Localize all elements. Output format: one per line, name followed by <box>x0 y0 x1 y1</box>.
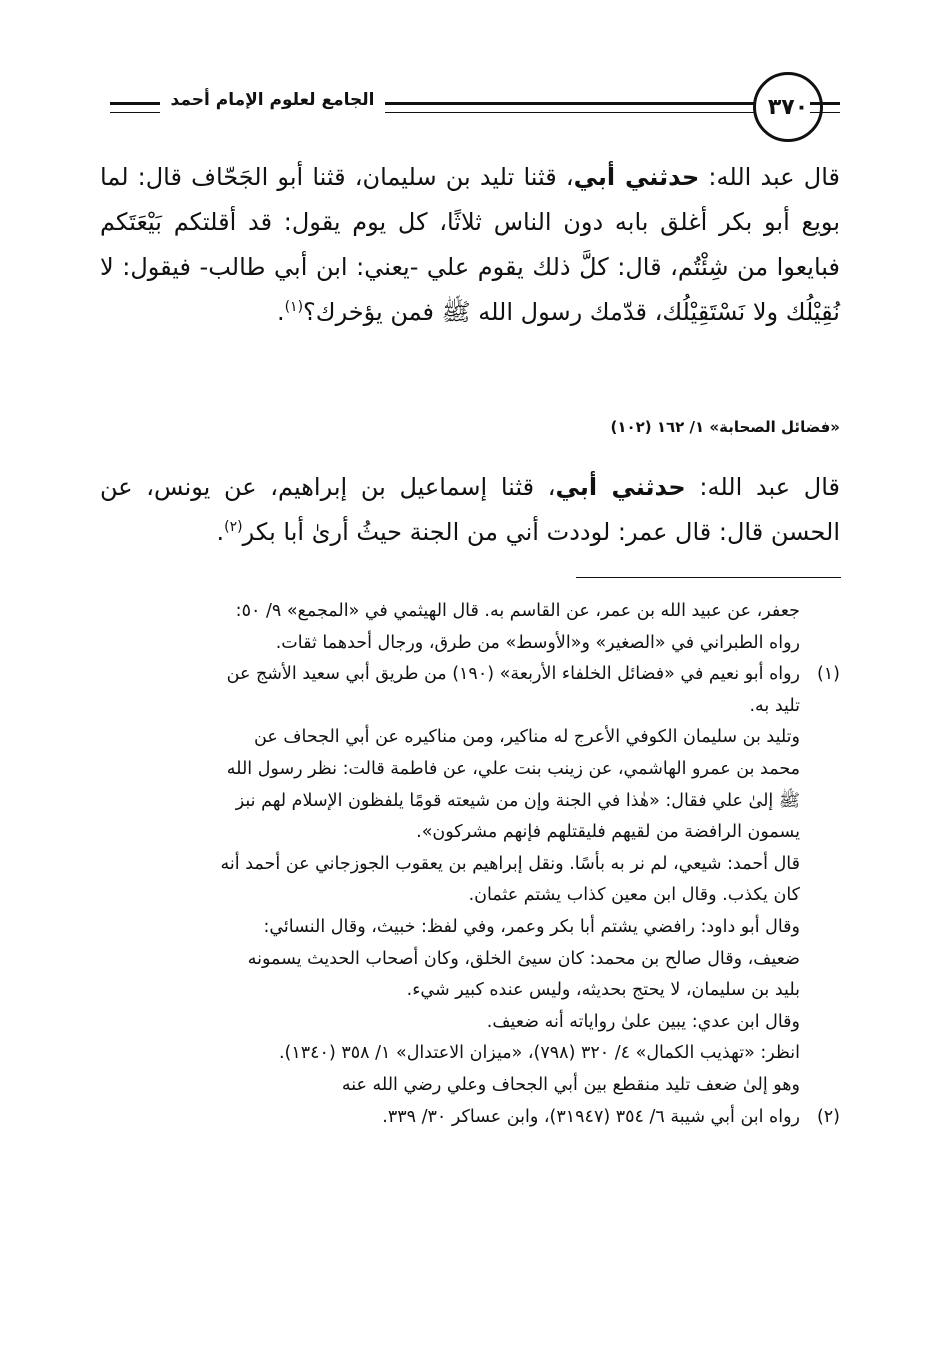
footnote-carryover-line: رواه الطبراني في «الصغير» و«الأوسط» من طرق، ورجال أحدهما ثقات. <box>275 632 800 653</box>
hadith-2 <box>100 465 840 555</box>
footnote-carryover-line: جعفر، عن عبيد الله بن عمر، عن القاسم به. قال الهيثمي في «المجمع» ٩/ ٥٠: <box>235 601 800 621</box>
footnote-paragraph-line: يسمون الرافضة من لقيهم فليقتلهم فإنهم مشركون». <box>416 822 800 843</box>
header-rule-left <box>110 102 160 113</box>
footnote-paragraph-line: قال أحمد: شيعي، لم نر به بأسًا. ونقل إبراهيم بن يعقوب الجوزجاني عن أحمد أنه <box>220 853 800 874</box>
hadith-2-text: ، قثنا إسماعيل بن إبراهيم، عن يونس، عن الحسن قال: قال عمر: لوددت أني من الجنة حيثُ أرىٰ أبا بكر <box>100 473 840 546</box>
footnote-2-line: رواه ابن أبي شيبة ٦/ ٣٥٤ (٣١٩٤٧)، وابن عساكر ٣٠/ ٣٣٩. <box>382 1106 800 1127</box>
footnote-paragraph-line: وهو إلىٰ ضعف تليد منقطع بين أبي الجحاف وعلي رضي الله عنه <box>341 1074 800 1095</box>
hadith-1-text: ، قثنا تليد بن سليمان، قثنا أبو الجَحّاف قال: لما بويع أبو بكر أغلق بابه دون الناس ثلاثًا، كل يوم يقول: قد أقلتكم بَيْعَتَكم فبايعوا من شِئْتُم، قال: كلَّ ذلك يقوم علي -يعني: ابن أبي طالب- فيقول: لا نُقِيْلُك ولا نَسْتَقِيْلُك، قدّمك رسول الله ﷺ فمن يؤخرك؟ <box>100 163 840 326</box>
hadith-1-end: . <box>276 298 285 326</box>
footnote-separator <box>576 577 841 578</box>
footnote-2-number: (٢) <box>816 1106 840 1127</box>
footnote-paragraph-line: بليد بن سليمان، لا يحتج بحديثه، وليس عنده كبير شيء. <box>406 980 800 1001</box>
header-rule-middle <box>385 102 763 113</box>
footnote-ref-2: (٢) <box>224 519 243 535</box>
running-head: الجامع لعلوم الإمام أحمد <box>170 90 375 110</box>
hadith-1-lead: قال عبد الله: <box>699 163 840 191</box>
footnote-1-line: تليد به. <box>749 695 800 716</box>
footnote-2 <box>100 1102 840 1134</box>
footnote-ref-1: (١) <box>284 299 304 315</box>
hadith-2-narrator: حدثني أبي <box>555 473 686 501</box>
footnotes <box>100 596 840 1133</box>
footnote-paragraph-line: ﷺ إلىٰ علي فقال: «هٰذا في الجنة وإن من شيعته قومًا يلفظون الإسلام لهم نبز <box>235 790 800 811</box>
page-number: ٣٧٠ <box>753 72 823 142</box>
footnote-paragraph-line: ضعيف، وقال صالح بن محمد: كان سيئ الخلق، وكان أصحاب الحديث يسمونه <box>247 948 800 969</box>
footnote-paragraph-line: كان يكذب. وقال ابن معين كذاب يشتم عثمان. <box>468 885 800 906</box>
header-rule-right <box>810 102 840 113</box>
source-reference: «فضائل الصحابة» ١/ ١٦٢ (١٠٢) <box>610 418 840 436</box>
footnote-1 <box>100 659 840 722</box>
hadith-2-lead: قال عبد الله: <box>685 473 840 501</box>
footnote-paragraph-line: انظر: «تهذيب الكمال» ٤/ ٣٢٠ (٧٩٨)، «ميزان الاعتدال» ١/ ٣٥٨ (١٣٤٠). <box>278 1043 800 1064</box>
page-header <box>110 70 840 150</box>
footnote-paragraph-line: وقال ابن عدي: يبين علىٰ رواياته أنه ضعيف. <box>486 1011 800 1032</box>
footnote-1-line: رواه أبو نعيم في «فضائل الخلفاء الأربعة» (١٩٠) من طريق أبي سعيد الأشج عن <box>226 664 800 685</box>
footnote-paragraph-line: وتليد بن سليمان الكوفي الأعرج له مناكير، ومن مناكيره عن أبي الجحاف عن <box>254 727 800 748</box>
hadith-1-narrator: حدثني أبي <box>573 163 700 191</box>
footnote-paragraph-line: محمد بن عمرو الهاشمي، عن زينب بنت علي، عن فاطمة قالت: نظر رسول الله <box>226 758 800 779</box>
hadith-1 <box>100 155 840 335</box>
hadith-2-end: . <box>216 518 225 546</box>
footnote-paragraph-line: وقال أبو داود: رافضي يشتم أبا بكر وعمر، وفي لفظ: خبيث، وقال النسائي: <box>263 916 800 937</box>
footnote-1-number: (١) <box>816 664 840 685</box>
